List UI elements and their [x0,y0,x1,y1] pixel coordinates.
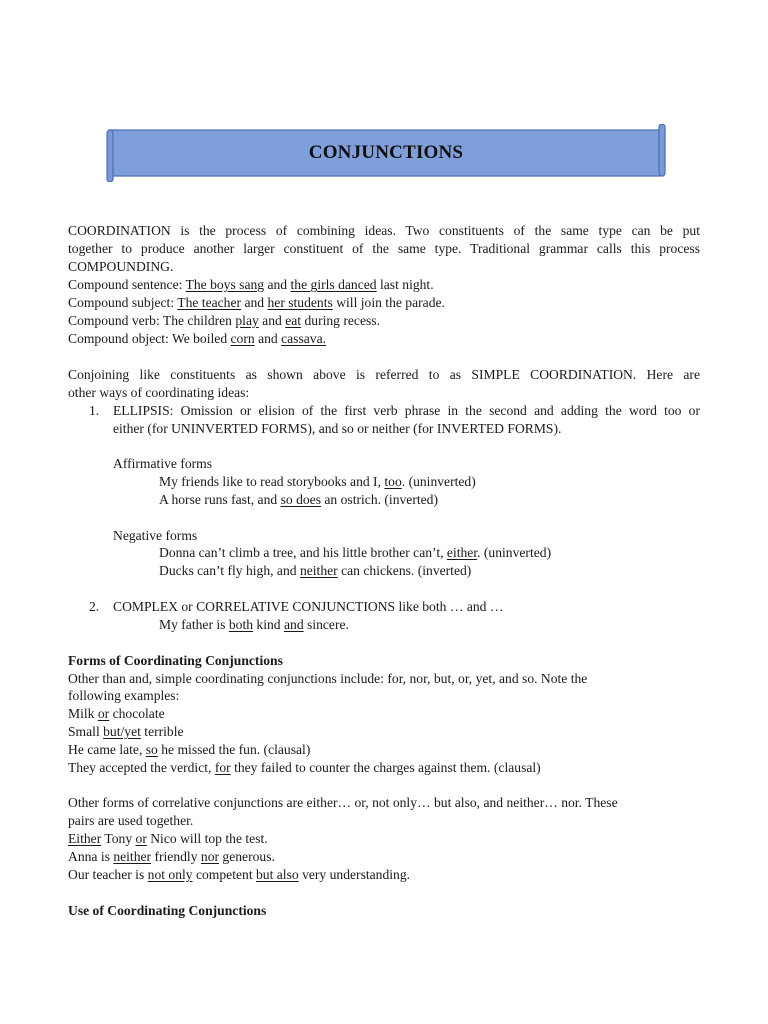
forms-example-4: They accepted the verdict, for they failed to counter the charges against them. (clausal) [68,760,541,775]
affirmative-label: Affirmative forms [113,456,213,471]
negative-label: Negative forms [113,528,198,543]
correlative-example-1: Either Tony or Nico will top the test. [68,831,268,846]
forms-line-2: following examples: [68,688,180,703]
compound-sentence: Compound sentence: The boys sang and the girls danced last night. [68,277,434,292]
negative-example-2: Ducks can’t fly high, and neither can chickens. (inverted) [159,563,472,578]
negative-example-1: Donna can’t climb a tree, and his little brother can’t, either. (uninverted) [159,545,552,560]
correlative-line-2: pairs are used together. [68,813,194,828]
list-number-2: 2. [89,599,100,614]
page-title: CONJUNCTIONS [308,142,464,163]
correlative-item: COMPLEX or CORRELATIVE CONJUNCTIONS like both … and … [113,599,504,614]
list-number-1: 1. [89,403,100,418]
compound-subject: Compound subject: The teacher and her students will join the parade. [68,295,445,310]
forms-heading: Forms of Coordinating Conjunctions [68,653,283,668]
ellipsis-line-2: either (for UNINVERTED FORMS), and so or neither (for INVERTED FORMS). [113,421,562,436]
use-heading: Use of Coordinating Conjunctions [68,903,267,918]
forms-example-2: Small but/yet terrible [68,724,184,739]
title-banner [106,124,666,182]
correlative-example: My father is both kind and sincere. [159,617,349,632]
simple-line-1: Conjoining like constituents as shown above is referred to as SIMPLE COORDINATION. Here are [68,367,700,382]
forms-example-3: He came late, so he missed the fun. (clausal) [68,742,311,757]
correlative-line-1: Other forms of correlative conjunctions are either… or, not only… but also, and neither… nor. These [68,795,618,810]
compound-object: Compound object: We boiled corn and cassava. [68,331,327,346]
affirmative-example-2: A horse runs fast, and so does an ostrich. (inverted) [159,492,438,507]
compound-verb: Compound verb: The children play and eat during recess. [68,313,380,328]
forms-example-1: Milk or chocolate [68,706,165,721]
correlative-example-3: Our teacher is not only competent but also very understanding. [68,867,411,882]
intro-line-2: together to produce another larger constituent of the same type. Traditional grammar calls this process [68,241,700,256]
forms-line-1: Other than and, simple coordinating conjunctions include: for, nor, but, or, yet, and so. Note the [68,671,588,686]
affirmative-example-1: My friends like to read storybooks and I, too. (uninverted) [159,474,476,489]
correlative-example-2: Anna is neither friendly nor generous. [68,849,275,864]
intro-line-1: COORDINATION is the process of combining ideas. Two constituents of the same type can be put [68,223,700,238]
ellipsis-line-1: ELLIPSIS: Omission or elision of the first verb phrase in the second and adding the word too or [113,403,700,418]
intro-line-3: COMPOUNDING. [68,259,174,274]
simple-line-2: other ways of coordinating ideas: [68,385,250,400]
